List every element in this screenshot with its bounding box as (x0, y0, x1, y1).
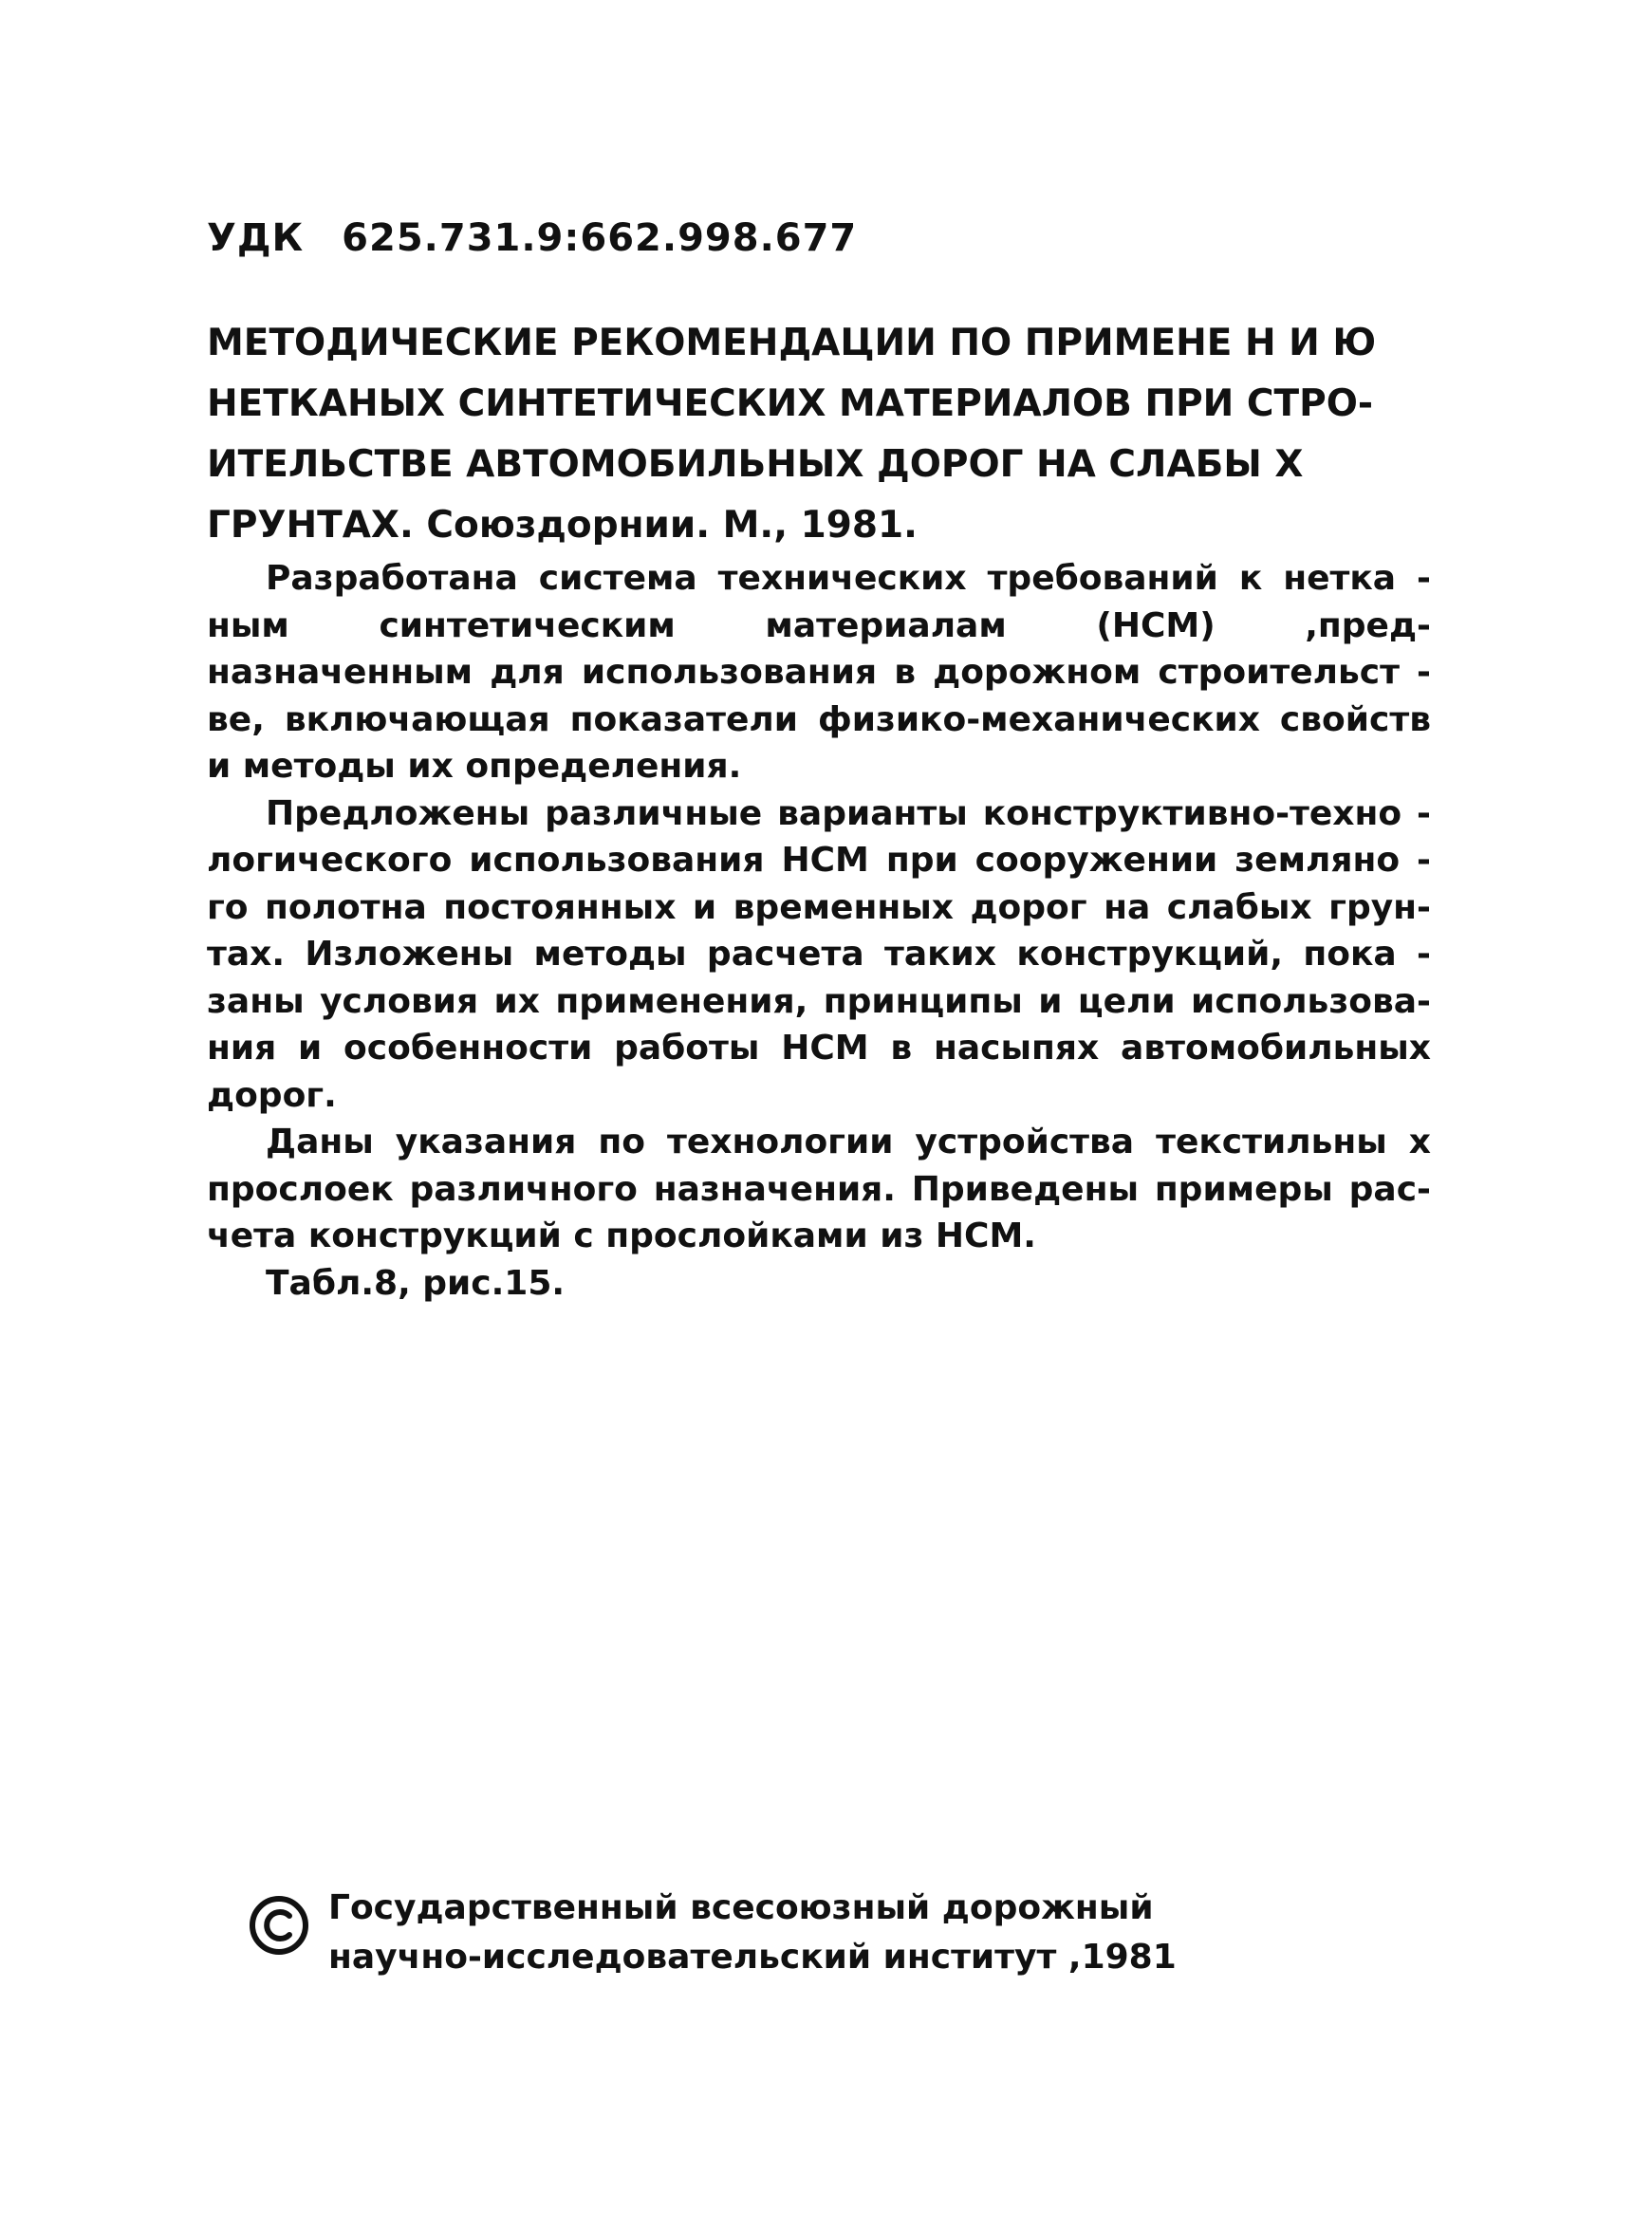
copyright-line-2: научно-исследовательский институт ,1981 (328, 1938, 1177, 1977)
paragraph-line: дорог. (207, 1075, 337, 1115)
title-line-last (207, 495, 1459, 556)
abstract-paragraph-3 (207, 1119, 1431, 1260)
paragraph-line: назначенным для использования в дорожном строительст - (207, 653, 1431, 692)
paragraph-line: чета конструкций с прослойками из НСМ. (207, 1217, 1036, 1255)
abstract-paragraph-2 (207, 790, 1431, 1120)
paragraph-line: ным синтетическим материалам (НСМ) ,пред- (207, 605, 1431, 645)
abstract-paragraph-1 (207, 555, 1431, 790)
paragraph-line: Разработана система технических требований к нетка - (266, 559, 1431, 598)
udk-line (207, 216, 857, 260)
udk-label: УДК (207, 216, 305, 260)
paragraph-line: и методы их определения. (207, 747, 742, 786)
paragraph-line: го полотна постоянных и временных дорог на слабых грун- (207, 887, 1431, 927)
tables-figures-count: Табл.8, рис.15. (266, 1263, 566, 1303)
copyright-line-1: Государственный всесоюзный дорожный (328, 1888, 1154, 1927)
abstract (207, 555, 1431, 1307)
paragraph-line: Предложены различные варианты конструктивно-техно - (266, 793, 1431, 833)
paragraph-line: ве, включающая показатели физико-механических свойств (207, 699, 1431, 739)
paragraph-line: ния и особенности работы НСМ в насыпях автомобильных (207, 1029, 1431, 1068)
udk-code: 625.731.9:662.998.677 (342, 216, 858, 260)
paragraph-line: Даны указания по технологии устройства текстильны х (266, 1123, 1431, 1161)
title-last-word: ГРУНТАХ. (207, 504, 414, 547)
title-line: МЕТОДИЧЕСКИЕ РЕКОМЕНДАЦИИ ПО ПРИМЕНЕ Н И Ю (207, 322, 1377, 364)
document-title (207, 313, 1459, 556)
copyright-icon (249, 1895, 309, 1956)
title-line: НЕТКАНЫХ СИНТЕТИЧЕСКИХ МАТЕРИАЛОВ ПРИ СТРО- (207, 382, 1374, 425)
copyright-text (328, 1884, 1177, 1982)
paragraph-line: логического использования НСМ при сооружении земляно - (207, 841, 1431, 880)
paragraph-line: тах. Изложены методы расчета таких конструкций, пока - (207, 935, 1431, 974)
paragraph-line: прослоек различного назначения. Приведены примеры рас- (207, 1169, 1431, 1209)
copyright-block (249, 1884, 1197, 1997)
publisher-info: Союздорнии. М., 1981. (426, 504, 918, 547)
paragraph-line: заны условия их применения, принципы и цели использова- (207, 981, 1431, 1021)
title-line: ИТЕЛЬСТВЕ АВТОМОБИЛЬНЫХ ДОРОГ НА СЛАБЫ Х (207, 443, 1304, 486)
